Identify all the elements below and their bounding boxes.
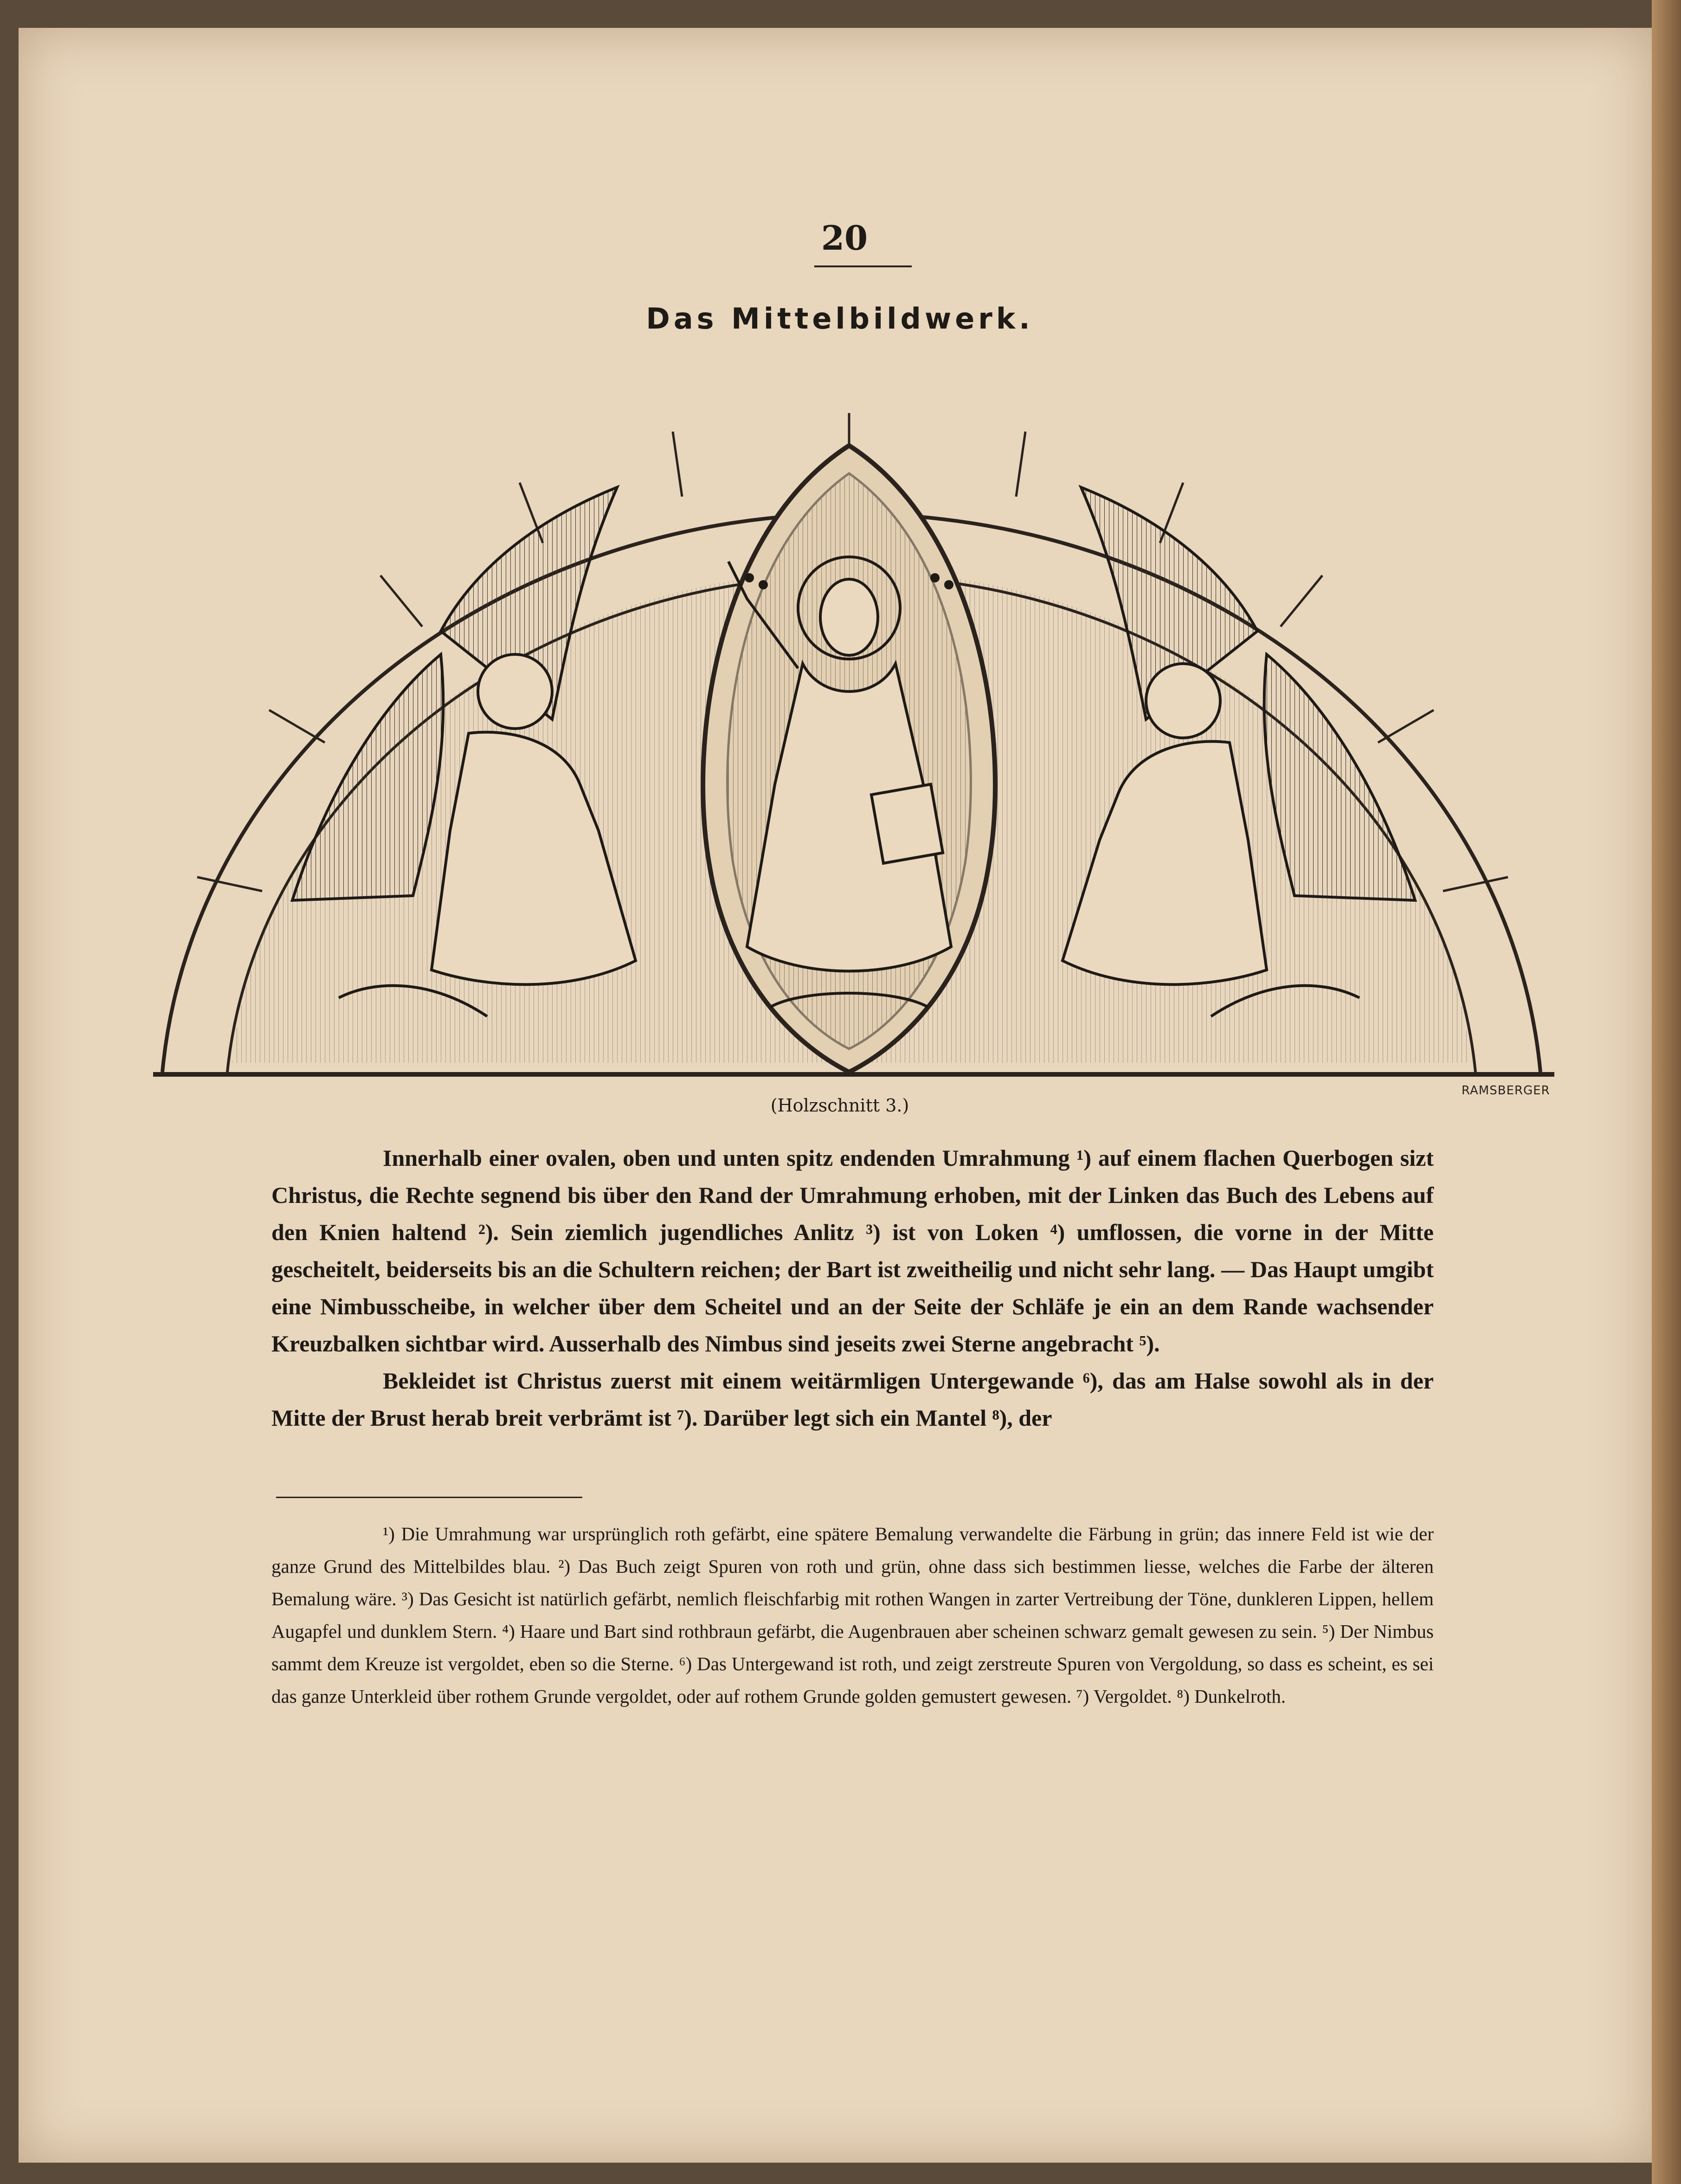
figure-caption: (Holzschnitt 3.) [770,1095,909,1116]
body-text [271,1139,1434,1436]
page-number-rule [814,265,912,267]
woodcut-illustration [153,367,1554,1086]
section-title: Das Mittelbildwerk. [646,302,1034,336]
footnotes [271,1518,1434,1712]
footnote-rule [276,1497,582,1498]
page-number: 20 [821,218,868,258]
footnote-text: ¹) Die Umrahmung war ursprünglich roth gefärbt, eine spätere Bemalung verwandelte die Färbung in grün; das innere Feld ist wie der ganze Grund des Mittelbildes blau. ²) Das Buch zeigt Spuren von roth und grün, ohne dass sich bestimmen liesse, welches die Farbe der älteren Bemalung wäre. ³) Das Gesicht ist natürlich gefärbt, nemlich fleischfarbig mit rothen Wangen in zarter Vertreibung der Töne, dunkleren Lippen, hellem Augapfel und dunklem Stern. ⁴) Haare und Bart sind rothbraun gefärbt, die Augenbrauen aber scheinen schwarz gemalt gewesen zu sein. ⁵) Der Nimbus sammt dem Kreuze ist vergoldet, eben so die Sterne. ⁶) Das Untergewand ist roth, und zeigt zerstreute Spuren von Vergoldung, so dass es scheint, es sei das ganze Unterkleid über rothem Grunde vergoldet, oder auf rothem Grunde golden gemustert gewesen. ⁷) Vergoldet. ⁸) Dunkelroth. [271,1523,1434,1707]
paragraph-2: Bekleidet ist Christus zuerst mit einem weitärmligen Untergewande ⁶), das am Halse sowohl als in der Mitte der Brust herab breit verbrämt ist ⁷). Darüber legt sich ein Mantel ⁸), der [271,1368,1434,1431]
paragraph-1: Innerhalb einer ovalen, oben und unten spitz endenden Umrahmung ¹) auf einem flachen Querbogen sizt Christus, die Rechte segnend bis über den Rand der Umrahmung erhoben, mit der Linken das Buch des Lebens auf den Knien haltend ²). Sein ziemlich jugendliches Anlitz ³) ist von Loken ⁴) umflossen, die vorne in der Mitte gescheitelt, beiderseits bis an die Schultern reichen; der Bart ist zweitheilig und nicht sehr lang. — Das Haupt umgibt eine Nimbusscheibe, in welcher über dem Scheitel und an der Seite der Schläfe je ein an dem Rande wachsender Kreuzbalken sichtbar wird. Ausserhalb des Nimbus sind jeseits zwei Sterne angebracht ⁵). [271,1145,1434,1357]
engraver-signature: RAMSBERGER [1462,1084,1550,1098]
page-edge [1652,0,1681,2184]
